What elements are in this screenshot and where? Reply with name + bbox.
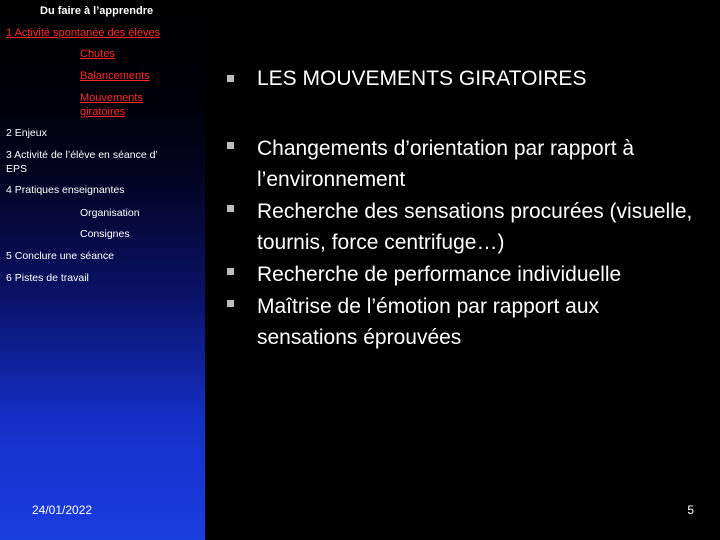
sidebar-item-enjeux[interactable]: 2 Enjeux (6, 127, 47, 139)
list-item (220, 291, 700, 353)
bullet-text: Maîtrise de l’émotion par rapport aux sensations éprouvées (257, 295, 599, 349)
bullet-text: Recherche des sensations procurées (visuelle, tournis, force centrifuge…) (257, 200, 693, 254)
square-bullet-icon (227, 268, 234, 275)
list-item (220, 259, 700, 290)
sidebar-item-conclure-seance[interactable]: 5 Conclure une séance (6, 250, 114, 262)
list-item (220, 133, 700, 195)
sidebar-title-link[interactable]: Du faire à l’apprendre (40, 5, 154, 17)
sidebar-nav (0, 0, 220, 540)
bullet-text: Recherche de performance individuelle (257, 263, 622, 286)
bullet-text: Changements d’orientation par rapport à l’environnement (257, 137, 635, 191)
square-bullet-icon (227, 205, 234, 212)
sidebar-item-organisation[interactable]: Organisation (80, 207, 140, 219)
sidebar-item-balancements[interactable]: Balancements (80, 70, 150, 82)
footer-date: 24/01/2022 (32, 503, 93, 517)
sidebar-item-activite-spontanee[interactable]: 1 Activité spontanée des élèves (6, 27, 161, 39)
sidebar-item-activite-eleve[interactable] (6, 148, 178, 176)
square-bullet-icon (227, 300, 234, 307)
slide-heading: LES MOUVEMENTS GIRATOIRES (257, 67, 587, 90)
sidebar-item-activite-eleve-label: 3 Activité de l’élève en séance d’ EPS (6, 149, 158, 175)
sidebar-item-pistes-travail[interactable]: 6 Pistes de travail (6, 272, 89, 284)
page-number: 5 (687, 503, 694, 517)
sidebar-item-mouvements-giratoires[interactable]: Mouvements giratoires (80, 92, 143, 118)
list-item (220, 196, 700, 258)
slide-content (220, 0, 720, 540)
heading-row (220, 66, 700, 92)
square-bullet-icon (227, 142, 234, 149)
sidebar-item-pratiques-enseignantes[interactable]: 4 Pratiques enseignantes (6, 184, 125, 196)
sidebar-item-consignes[interactable]: Consignes (80, 228, 130, 240)
sidebar-item-chutes[interactable]: Chutes (80, 48, 115, 60)
square-bullet-icon (227, 75, 234, 82)
